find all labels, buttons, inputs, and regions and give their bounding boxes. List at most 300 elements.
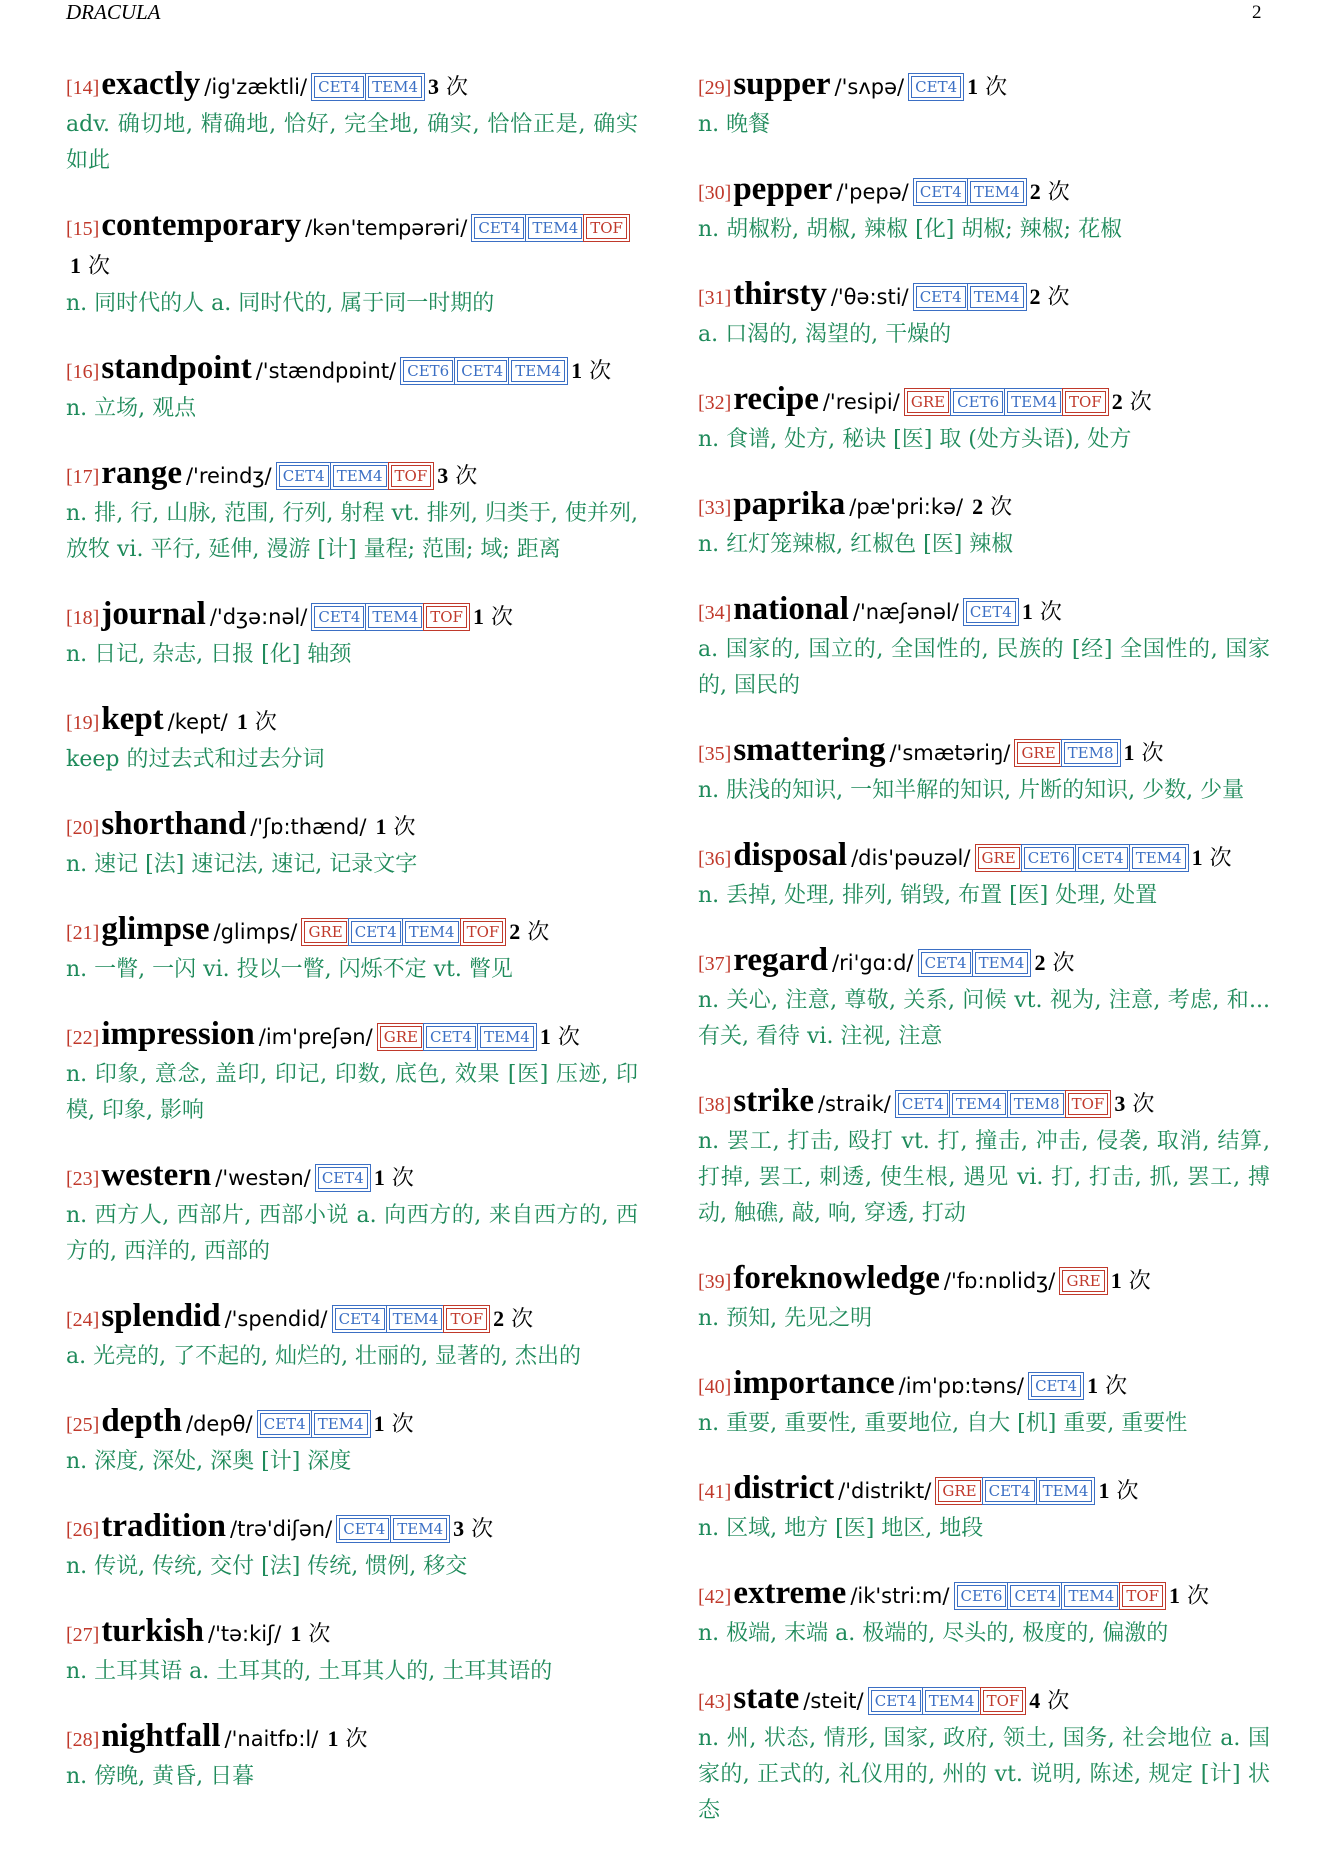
count-value: 2 [509, 919, 521, 944]
vocab-entry [66, 455, 638, 568]
entry-word: supper [733, 66, 831, 102]
entry-definition: n. 一瞥, 一闪 vi. 投以一瞥, 闪烁不定 vt. 瞥见 [66, 957, 513, 982]
left-column [66, 66, 638, 1823]
count-unit: 次 [990, 495, 1013, 520]
entry-definition: n. 傍晚, 黄昏, 日暮 [66, 1764, 255, 1789]
entry-count [374, 1166, 414, 1191]
exam-tag: CET4 [318, 1167, 368, 1189]
entry-definition: n. 关心, 注意, 尊敬, 关系, 问候 vt. 视为, 注意, 考虑, 和...有关, 看待 vi. 注视, 注意 [698, 988, 1270, 1049]
entry-phonetic: /ik'stri:m/ [850, 1584, 950, 1608]
entry-number: [39] [698, 1271, 732, 1293]
count-value: 1 [571, 358, 583, 383]
entry-count [1030, 180, 1070, 205]
count-unit: 次 [88, 254, 111, 279]
entry-phonetic: /'fɒ:nɒlidʒ/ [943, 1269, 1056, 1293]
exam-tag: CET4 [916, 181, 966, 203]
count-value: 1 [1110, 1268, 1122, 1293]
entry-number: [40] [698, 1376, 732, 1398]
exam-tag: CET4 [279, 465, 329, 487]
entry-phonetic: /kept/ [167, 710, 228, 734]
entry-definition: n. 速记 [法] 速记法, 速记, 记录文字 [66, 852, 418, 877]
entry-phonetic: /glimps/ [213, 920, 298, 944]
entry-headline [698, 486, 1270, 527]
count-value: 1 [1123, 740, 1135, 765]
exam-tag: GRE [380, 1026, 422, 1048]
exam-tag: TEM4 [1039, 1480, 1093, 1502]
entry-headline [698, 1470, 1270, 1511]
exam-tag: CET4 [457, 360, 507, 382]
count-value: 1 [373, 1411, 385, 1436]
count-unit: 次 [589, 359, 612, 384]
entry-headline [66, 455, 638, 496]
count-unit: 次 [471, 1517, 494, 1542]
exam-tag: TEM4 [975, 952, 1029, 974]
entry-count [972, 495, 1012, 520]
entry-phonetic: /'tə:kiʃ/ [208, 1622, 282, 1646]
vocab-entry [66, 596, 638, 673]
entry-phonetic: /ig'zæktli/ [204, 75, 308, 99]
exam-tag: TOF [426, 606, 467, 628]
entry-count [1111, 1269, 1151, 1294]
exam-tag: TEM4 [952, 1093, 1006, 1115]
vocab-entry [698, 1470, 1270, 1547]
count-unit: 次 [490, 605, 513, 630]
entry-phonetic: /'distrikt/ [838, 1479, 932, 1503]
count-value: 4 [1029, 1688, 1041, 1713]
entry-word: exactly [101, 66, 201, 102]
count-value: 1 [1087, 1373, 1099, 1398]
entry-phonetic: /'næʃənəl/ [852, 600, 959, 624]
entry-headline [698, 1083, 1270, 1124]
entry-definition: n. 印象, 意念, 盖印, 印记, 印数, 底色, 效果 [医] 压迹, 印模, 印象, 影响 [66, 1062, 638, 1123]
entry-word: pepper [733, 171, 833, 207]
vocab-entry [698, 381, 1270, 458]
right-column [698, 66, 1270, 1857]
entry-definition: a. 口渴的, 渴望的, 干燥的 [698, 322, 952, 347]
entry-count [1169, 1584, 1209, 1609]
count-unit: 次 [308, 1622, 331, 1647]
entry-count [290, 1622, 330, 1647]
entry-number: [37] [698, 953, 732, 975]
vocab-entry [66, 1613, 638, 1690]
entry-count [1114, 1092, 1154, 1117]
entry-definition: n. 预知, 先见之明 [698, 1306, 873, 1331]
entry-headline [698, 942, 1270, 983]
entry-count [327, 1727, 367, 1752]
count-unit: 次 [1128, 1269, 1151, 1294]
vocab-entry [66, 911, 638, 988]
exam-tag: TEM4 [480, 1026, 534, 1048]
exam-tag: TOF [1065, 391, 1106, 413]
count-value: 3 [453, 1516, 465, 1541]
entry-word: impression [101, 1016, 255, 1052]
count-unit: 次 [1141, 741, 1164, 766]
count-unit: 次 [1105, 1374, 1128, 1399]
vocab-entry [698, 486, 1270, 563]
entry-headline [698, 732, 1270, 773]
page-number: 2 [1252, 2, 1262, 23]
vocab-entry [698, 1575, 1270, 1652]
entry-word: foreknowledge [733, 1260, 940, 1296]
entry-headline [66, 207, 638, 286]
exam-tag: TEM4 [1064, 1585, 1118, 1607]
entry-number: [35] [698, 743, 732, 765]
entry-word: smattering [733, 732, 886, 768]
entry-definition: keep 的过去式和过去分词 [66, 747, 325, 772]
entry-definition: n. 州, 状态, 情形, 国家, 政府, 领土, 国务, 社会地位 a. 国家的, 正式的, 礼仪用的, 州的 vt. 说明, 陈述, 规定 [计] 状态 [698, 1726, 1270, 1823]
count-unit: 次 [455, 464, 478, 489]
entry-word: range [101, 455, 182, 491]
vocab-entry [66, 66, 638, 179]
entry-count [453, 1517, 493, 1542]
exam-tag: TEM8 [1064, 742, 1118, 764]
entry-phonetic: /pæ'pri:kə/ [849, 495, 964, 519]
vocab-entry [66, 701, 638, 778]
entry-word: kept [101, 701, 164, 737]
entry-word: importance [733, 1365, 895, 1401]
entry-headline [698, 1365, 1270, 1406]
entry-headline [66, 911, 638, 952]
entry-count [509, 920, 549, 945]
exam-tag: GRE [1062, 1270, 1104, 1292]
entry-definition: n. 肤浅的知识, 一知半解的知识, 片断的知识, 少数, 少量 [698, 778, 1245, 803]
entry-phonetic: /steit/ [803, 1689, 864, 1713]
count-value: 1 [539, 1024, 551, 1049]
exam-tag: GRE [978, 847, 1020, 869]
entry-count [1192, 846, 1232, 871]
vocab-entry [66, 1718, 638, 1795]
entry-word: turkish [101, 1613, 205, 1649]
exam-tag: CET4 [1010, 1585, 1060, 1607]
entry-word: disposal [733, 837, 848, 873]
entry-headline [66, 1508, 638, 1549]
exam-tag: CET4 [314, 606, 364, 628]
exam-tag: CET4 [898, 1093, 948, 1115]
vocab-entry [66, 1298, 638, 1375]
entry-count [237, 710, 277, 735]
entry-definition: n. 传说, 传统, 交付 [法] 传统, 惯例, 移交 [66, 1554, 468, 1579]
count-unit: 次 [393, 815, 416, 840]
vocab-entry [698, 276, 1270, 353]
exam-tag: GRE [938, 1480, 980, 1502]
entry-definition: n. 深度, 深处, 深奥 [计] 深度 [66, 1449, 352, 1474]
entry-number: [21] [66, 922, 100, 944]
count-value: 1 [1098, 1478, 1110, 1503]
entry-definition: n. 重要, 重要性, 重要地位, 自大 [机] 重要, 重要性 [698, 1411, 1188, 1436]
entry-word: recipe [733, 381, 819, 417]
exam-tag: TEM4 [389, 1308, 443, 1330]
entry-phonetic: /straik/ [817, 1092, 891, 1116]
entry-headline [698, 837, 1270, 878]
count-unit: 次 [1047, 285, 1070, 310]
count-value: 1 [1169, 1583, 1181, 1608]
entry-count [1030, 285, 1070, 310]
entry-definition: n. 胡椒粉, 胡椒, 辣椒 [化] 胡椒; 辣椒; 花椒 [698, 217, 1123, 242]
entry-number: [29] [698, 77, 732, 99]
entry-phonetic: /'resipi/ [822, 390, 900, 414]
exam-tag: TOF [586, 217, 627, 239]
exam-tag: GRE [907, 391, 949, 413]
exam-tag: CET4 [985, 1480, 1035, 1502]
exam-tag: TOF [983, 1690, 1024, 1712]
vocab-entry [66, 350, 638, 427]
entry-number: [36] [698, 848, 732, 870]
vocab-entry [698, 1680, 1270, 1829]
entry-definition: n. 晚餐 [698, 112, 771, 137]
entry-headline [66, 66, 638, 107]
vocab-entry [66, 1508, 638, 1585]
vocab-entry [66, 1016, 638, 1129]
entry-definition: n. 罢工, 打击, 殴打 vt. 打, 撞击, 冲击, 侵袭, 取消, 结算, 打掉, 罢工, 刺透, 使生根, 遇见 vi. 打, 打击, 抓, 罢工, 搏动, 触礁, 敲, 响, 穿透, 打动 [698, 1129, 1270, 1226]
entry-count [1098, 1479, 1138, 1504]
entry-headline [698, 1260, 1270, 1301]
vocab-entry [698, 1365, 1270, 1442]
entry-word: nightfall [101, 1718, 221, 1754]
exam-tag: CET4 [916, 286, 966, 308]
entry-definition: n. 区域, 地方 [医] 地区, 地段 [698, 1516, 984, 1541]
entry-number: [22] [66, 1027, 100, 1049]
entry-count [493, 1307, 533, 1332]
entry-headline [66, 701, 638, 742]
entry-count [1112, 390, 1152, 415]
entry-count [1029, 1689, 1069, 1714]
entry-definition: n. 同时代的人 a. 同时代的, 属于同一时期的 [66, 291, 495, 316]
exam-tag: CET6 [953, 391, 1003, 413]
entry-count [967, 75, 1007, 100]
entry-count [374, 1412, 414, 1437]
entry-phonetic: /dis'pəuzəl/ [851, 846, 971, 870]
exam-tag: CET4 [921, 952, 971, 974]
entry-number: [18] [66, 607, 100, 629]
entry-word: standpoint [101, 350, 252, 386]
entry-number: [23] [66, 1168, 100, 1190]
exam-tag: CET4 [426, 1026, 476, 1048]
exam-tag: TEM4 [970, 181, 1024, 203]
entry-headline [66, 1613, 638, 1654]
entry-headline [698, 1575, 1270, 1616]
count-value: 2 [1034, 950, 1046, 975]
exam-tag: GRE [304, 921, 346, 943]
entry-number: [31] [698, 287, 732, 309]
exam-tag: TEM4 [970, 286, 1024, 308]
exam-tag: CET4 [260, 1413, 310, 1435]
entry-word: strike [733, 1083, 814, 1119]
exam-tag: TOF [1068, 1093, 1109, 1115]
entry-number: [20] [66, 817, 100, 839]
entry-number: [27] [66, 1624, 100, 1646]
entry-word: paprika [733, 486, 846, 522]
entry-number: [28] [66, 1729, 100, 1751]
entry-definition: n. 丢掉, 处理, 排列, 销毁, 布置 [医] 处理, 处置 [698, 883, 1158, 908]
exam-tag: CET4 [966, 601, 1016, 623]
exam-tag: CET6 [1024, 847, 1074, 869]
count-value: 2 [1029, 284, 1041, 309]
entry-number: [34] [698, 602, 732, 624]
entry-count [437, 464, 477, 489]
count-unit: 次 [985, 75, 1008, 100]
exam-tag: CET4 [314, 76, 364, 98]
entry-count [1087, 1374, 1127, 1399]
entry-headline [66, 1016, 638, 1057]
entry-phonetic: /kən'tempərəri/ [305, 216, 468, 240]
entry-count [376, 815, 416, 840]
entry-definition: n. 排, 行, 山脉, 范围, 行列, 射程 vt. 排列, 归类于, 使并列, 放牧 vi. 平行, 延伸, 漫游 [计] 量程; 范围; 域; 距离 [66, 501, 638, 562]
entry-definition: adv. 确切地, 精确地, 恰好, 完全地, 确实, 恰恰正是, 确实如此 [66, 112, 638, 173]
entry-word: depth [101, 1403, 183, 1439]
count-value: 1 [373, 1165, 385, 1190]
entry-definition: a. 光亮的, 了不起的, 灿烂的, 壮丽的, 显著的, 杰出的 [66, 1344, 582, 1369]
entry-word: western [101, 1157, 212, 1193]
count-unit: 次 [345, 1727, 368, 1752]
count-unit: 次 [557, 1025, 580, 1050]
vocab-entry [698, 591, 1270, 704]
count-value: 2 [493, 1306, 505, 1331]
entry-phonetic: /ri'gɑ:d/ [832, 951, 914, 975]
count-value: 2 [972, 494, 984, 519]
count-unit: 次 [1047, 1689, 1070, 1714]
entry-word: extreme [733, 1575, 847, 1611]
count-unit: 次 [527, 920, 550, 945]
entry-headline [698, 276, 1270, 317]
entry-number: [24] [66, 1309, 100, 1331]
entry-headline [698, 591, 1270, 632]
exam-tag: CET6 [957, 1585, 1007, 1607]
entry-number: [32] [698, 392, 732, 414]
entry-phonetic: /'westən/ [215, 1166, 311, 1190]
entry-phonetic: /'naitfɒ:l/ [224, 1727, 319, 1751]
exam-tag: TOF [1122, 1585, 1163, 1607]
entry-word: tradition [101, 1508, 226, 1544]
count-unit: 次 [1047, 180, 1070, 205]
entry-word: shorthand [101, 806, 247, 842]
entry-phonetic: /depθ/ [186, 1412, 253, 1436]
count-value: 2 [1111, 389, 1123, 414]
count-unit: 次 [391, 1166, 414, 1191]
exam-tag: TOF [446, 1308, 487, 1330]
entry-phonetic: /'ʃɒ:thænd/ [250, 815, 367, 839]
exam-tag: TEM4 [368, 606, 422, 628]
exam-tag: TEM4 [1007, 391, 1061, 413]
count-value: 1 [327, 1726, 339, 1751]
count-value: 1 [375, 814, 387, 839]
count-unit: 次 [1039, 600, 1062, 625]
entry-number: [26] [66, 1519, 100, 1541]
entry-count [1022, 600, 1062, 625]
entry-word: glimpse [101, 911, 210, 947]
entry-definition: n. 立场, 观点 [66, 396, 197, 421]
count-value: 1 [290, 1621, 302, 1646]
vocab-entry [698, 1083, 1270, 1232]
entry-definition: n. 西方人, 西部片, 西部小说 a. 向西方的, 来自西方的, 西方的, 西洋的, 西部的 [66, 1203, 638, 1264]
count-unit: 次 [1187, 1584, 1210, 1609]
exam-tag: CET4 [339, 1518, 389, 1540]
entry-headline [66, 1718, 638, 1759]
entry-headline [66, 1403, 638, 1444]
entry-definition: n. 极端, 末端 a. 极端的, 尽头的, 极度的, 偏激的 [698, 1621, 1169, 1646]
exam-tag: TEM4 [528, 217, 582, 239]
count-value: 1 [967, 74, 979, 99]
vocab-entry [66, 207, 638, 322]
exam-tag: TOF [463, 921, 504, 943]
entry-number: [19] [66, 712, 100, 734]
entry-word: state [733, 1680, 800, 1716]
count-unit: 次 [1129, 390, 1152, 415]
entry-count [428, 75, 468, 100]
exam-tag: CET4 [335, 1308, 385, 1330]
count-unit: 次 [511, 1307, 534, 1332]
exam-tag: TEM4 [393, 1518, 447, 1540]
exam-tag: CET4 [1078, 847, 1128, 869]
entry-headline [66, 350, 638, 391]
exam-tag: CET4 [474, 217, 524, 239]
entry-word: district [733, 1470, 835, 1506]
entry-phonetic: /im'pɒ:təns/ [898, 1374, 1024, 1398]
count-unit: 次 [1209, 846, 1232, 871]
count-value: 3 [1114, 1091, 1126, 1116]
count-value: 3 [428, 74, 440, 99]
entry-headline [66, 1157, 638, 1198]
entry-phonetic: /'pepə/ [836, 180, 909, 204]
entry-phonetic: /trə'diʃən/ [230, 1517, 333, 1541]
vocab-entry [698, 732, 1270, 809]
count-value: 1 [236, 709, 248, 734]
entry-phonetic: /im'preʃən/ [258, 1025, 373, 1049]
exam-tag: GRE [1017, 742, 1059, 764]
exam-tag: TEM8 [1010, 1093, 1064, 1115]
entry-number: [41] [698, 1481, 732, 1503]
entry-word: contemporary [101, 207, 302, 243]
count-unit: 次 [1052, 951, 1075, 976]
entry-count [540, 1025, 580, 1050]
entry-phonetic: /'spendid/ [224, 1307, 328, 1331]
exam-tag: CET4 [351, 921, 401, 943]
count-value: 1 [1021, 599, 1033, 624]
count-value: 3 [437, 463, 449, 488]
vocab-entry [698, 171, 1270, 248]
entry-headline [66, 1298, 638, 1339]
entry-phonetic: /'stændpɒint/ [255, 359, 397, 383]
count-unit: 次 [254, 710, 277, 735]
entry-word: regard [733, 942, 829, 978]
entry-definition: a. 国家的, 国立的, 全国性的, 民族的 [经] 全国性的, 国家的, 国民的 [698, 637, 1270, 698]
exam-tag: TEM4 [405, 921, 459, 943]
vocab-entry [66, 1157, 638, 1270]
entry-word: splendid [101, 1298, 221, 1334]
vocab-entry [66, 1403, 638, 1480]
entry-definition: n. 食谱, 处方, 秘诀 [医] 取 (处方头语), 处方 [698, 427, 1132, 452]
count-unit: 次 [1116, 1479, 1139, 1504]
vocab-entry [66, 806, 638, 883]
exam-tag: CET6 [403, 360, 453, 382]
entry-number: [43] [698, 1691, 732, 1713]
vocab-entry [698, 942, 1270, 1055]
entry-phonetic: /'reindʒ/ [185, 464, 272, 488]
entry-word: journal [101, 596, 206, 632]
entry-headline [66, 806, 638, 847]
count-value: 1 [1191, 845, 1203, 870]
count-unit: 次 [1132, 1092, 1155, 1117]
count-unit: 次 [446, 75, 469, 100]
entry-headline [698, 66, 1270, 107]
entry-count [473, 605, 513, 630]
running-header-title: DRACULA [66, 0, 161, 24]
vocab-entry [698, 1260, 1270, 1337]
exam-tag: CET4 [871, 1690, 921, 1712]
exam-tag: TEM4 [1132, 847, 1186, 869]
exam-tag: TEM4 [314, 1413, 368, 1435]
exam-tag: CET4 [1031, 1375, 1081, 1397]
entry-count [70, 254, 110, 279]
